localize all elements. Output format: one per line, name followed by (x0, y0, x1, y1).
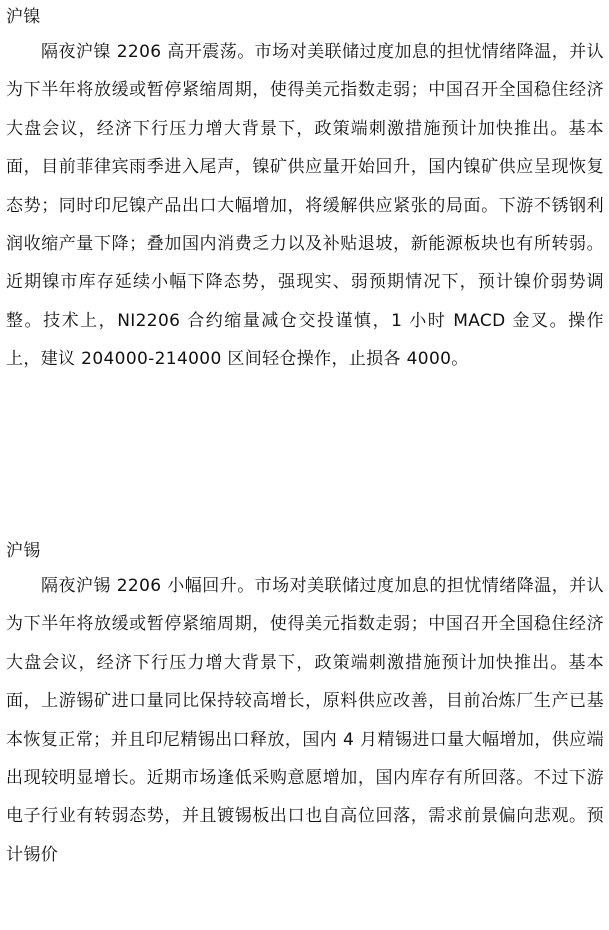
tin-section (6, 536, 604, 874)
section-paragraph: 隔夜沪锡 2206 小幅回升。市场对美联储过度加息的担忧情绪降温，并认为下半年将放缓或暂停紧缩周期，使得美元指数走弱；中国召开全国稳住经济大盘会议，经济下行压力增大背景下，政策端刺激措施预计加快推出。基本面，上游锡矿进口量同比保持较高增长，原料供应改善，目前冶炼厂生产已基本恢复正常；并且印尼精锡出口释放，国内 4 月精锡进口量大幅增加，供应端出现较明显增长。近期市场逢低采购意愿增加，国内库存有所回落。不过下游电子行业有转弱态势，并且镀锡板出口也自高位回落，需求前景偏向悲观。预计锡价 (6, 576, 604, 865)
section-heading: 沪锡 (6, 541, 41, 561)
section-heading: 沪镍 (6, 7, 41, 27)
section-paragraph: 隔夜沪镍 2206 高开震荡。市场对美联储过度加息的担忧情绪降温，并认为下半年将放缓或暂停紧缩周期，使得美元指数走弱；中国召开全国稳住经济大盘会议，经济下行压力增大背景下，政策端刺激措施预计加快推出。基本面，目前菲律宾雨季进入尾声，镍矿供应量开始回升，国内镍矿供应呈现恢复态势；同时印尼镍产品出口大幅增加，将缓解供应紧张的局面。下游不锈钢利润收缩产量下降；叠加国内消费乏力以及补贴退坡，新能源板块也有所转弱。近期镍市库存延续小幅下降态势，强现实、弱预期情况下，预计镍价弱势调整。技术上，NI2206 合约缩量减仓交投谨慎，1 小时 MACD 金叉。操作上，建议 204000-214000 区间轻仓操作，止损各 4000。 (6, 42, 604, 370)
nickel-section (6, 2, 604, 379)
